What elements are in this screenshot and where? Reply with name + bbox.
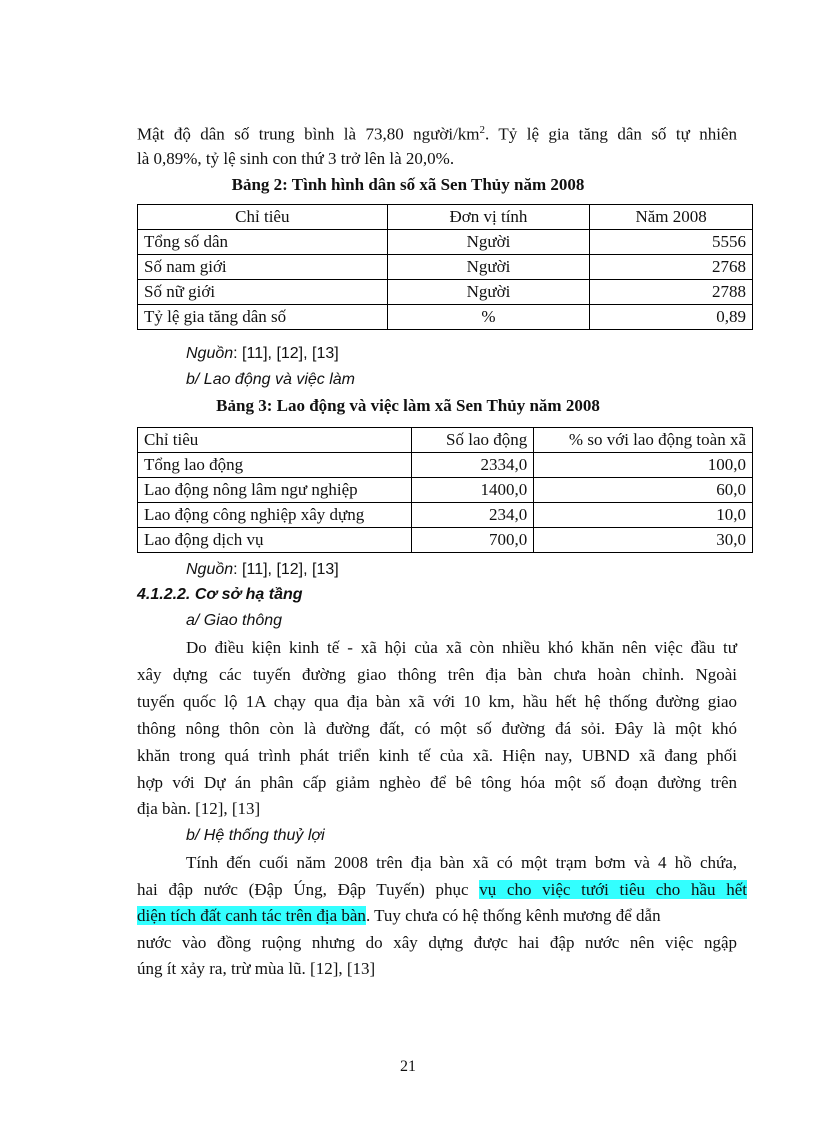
table-cell: Tổng số dân: [138, 230, 388, 255]
table-cell: 30,0: [534, 528, 753, 553]
page-number: 21: [400, 1058, 416, 1075]
table-row: [138, 255, 753, 280]
table-cell: 100,0: [534, 453, 753, 478]
paragraph-line: khăn trong quá trình phát triển kinh tế của xã. Hiện nay, UBND xã đang phối: [137, 746, 737, 765]
table-row: [138, 478, 753, 503]
table2-caption: Bảng 2: Tình hình dân số xã Sen Thủy năm 2008: [231, 175, 585, 194]
table-cell: 60,0: [534, 478, 753, 503]
table3-caption: Bảng 3: Lao động và việc làm xã Sen Thủy năm 2008: [216, 396, 600, 415]
table-row: [138, 453, 753, 478]
paragraph-line: Tính đến cuối năm 2008 trên địa bàn xã có một trạm bơm và 4 hồ chứa,: [186, 853, 737, 872]
table-cell: 5556: [590, 230, 753, 255]
table-cell: 2334,0: [411, 453, 534, 478]
table-cell: Người: [387, 280, 590, 305]
table3-source: Nguồn: [11], [12], [13]: [186, 561, 339, 578]
highlighted-text: diện tích đất canh tác trên địa bàn: [137, 906, 366, 925]
table-cell: Người: [387, 255, 590, 280]
header-cell: Năm 2008: [590, 205, 753, 230]
paragraph-line: úng ít xảy ra, trừ mùa lũ. [12], [13]: [137, 959, 376, 978]
intro-line-1: Mật độ dân số trung bình là 73,80 người/$km^2$. Tỷ lệ gia tăng dân số tự nhiên: [137, 124, 738, 144]
table2-source: Nguồn: [11], [12], [13]: [186, 345, 339, 362]
paragraph-line: địa bàn. [12], [13]: [137, 799, 261, 818]
header-cell: Số lao động: [411, 428, 534, 453]
table-cell: 2768: [590, 255, 753, 280]
table-row: [138, 305, 753, 330]
table-cell: %: [387, 305, 590, 330]
table-row: [138, 280, 753, 305]
header-cell: Chỉ tiêu: [138, 205, 388, 230]
paragraph-line: hợp với Dự án phân cấp giảm nghèo để bê tông hóa một số đoạn đường trên: [137, 773, 737, 792]
header-cell: % so với lao động toàn xã: [534, 428, 753, 453]
intro-line-2: là 0,89%, tỷ lệ sinh con thứ 3 trở lên là 20,0%.: [137, 149, 455, 168]
paragraph-line: hai đập nước (Đập Úng, Đập Tuyến) phục vụ cho việc tưới tiêu cho hầu hết: [137, 880, 747, 899]
table-row: [138, 503, 753, 528]
table-cell: Tỷ lệ gia tăng dân số: [138, 305, 388, 330]
paragraph-line: Do điều kiện kinh tế - xã hội của xã còn nhiều khó khăn nên việc đầu tư: [186, 638, 737, 657]
table-header-row: [138, 428, 753, 453]
table-cell: 10,0: [534, 503, 753, 528]
highlighted-text: vụ cho việc tưới tiêu cho hầu hết: [479, 880, 747, 899]
header-cell: Đơn vị tính: [387, 205, 590, 230]
table-cell: Số nữ giới: [138, 280, 388, 305]
table-cell: Tổng lao động: [138, 453, 412, 478]
table-cell: Người: [387, 230, 590, 255]
population-table: [137, 204, 753, 330]
header-cell: Chỉ tiêu: [138, 428, 412, 453]
table-cell: 700,0: [411, 528, 534, 553]
labor-table: [137, 427, 753, 553]
table-cell: Lao động công nghiệp xây dựng: [138, 503, 412, 528]
table-row: [138, 528, 753, 553]
paragraph-line: xây dựng các tuyến đường giao thông trên địa bàn chưa hoàn chỉnh. Ngoài: [137, 665, 737, 684]
table-row: [138, 230, 753, 255]
table-cell: 2788: [590, 280, 753, 305]
table-header-row: [138, 205, 753, 230]
table-cell: Lao động nông lâm ngư nghiệp: [138, 478, 412, 503]
table-cell: 0,89: [590, 305, 753, 330]
table-cell: Số nam giới: [138, 255, 388, 280]
section-transport-heading: a/ Giao thông: [186, 612, 283, 629]
table-cell: 1400,0: [411, 478, 534, 503]
section-labor-heading: b/ Lao động và việc làm: [186, 371, 355, 388]
paragraph-line: tuyến quốc lộ 1A chạy qua địa bàn xã với 10 km, hầu hết hệ thống đường giao: [137, 692, 737, 711]
paragraph-line: nước vào đồng ruộng nhưng do xây dựng được hai đập nước nên việc ngập: [137, 933, 737, 952]
section-heading-infrastructure: 4.1.2.2. Cơ sở hạ tầng: [137, 586, 303, 603]
table-cell: Lao động dịch vụ: [138, 528, 412, 553]
table-cell: 234,0: [411, 503, 534, 528]
section-irrigation-heading: b/ Hệ thống thuỷ lợi: [186, 827, 325, 844]
paragraph-line: thông nông thôn còn là đường đất, có một số đường đá sỏi. Đây là một khó: [137, 719, 737, 738]
paragraph-line: diện tích đất canh tác trên địa bàn. Tuy chưa có hệ thống kênh mương để dẫn: [137, 906, 661, 925]
